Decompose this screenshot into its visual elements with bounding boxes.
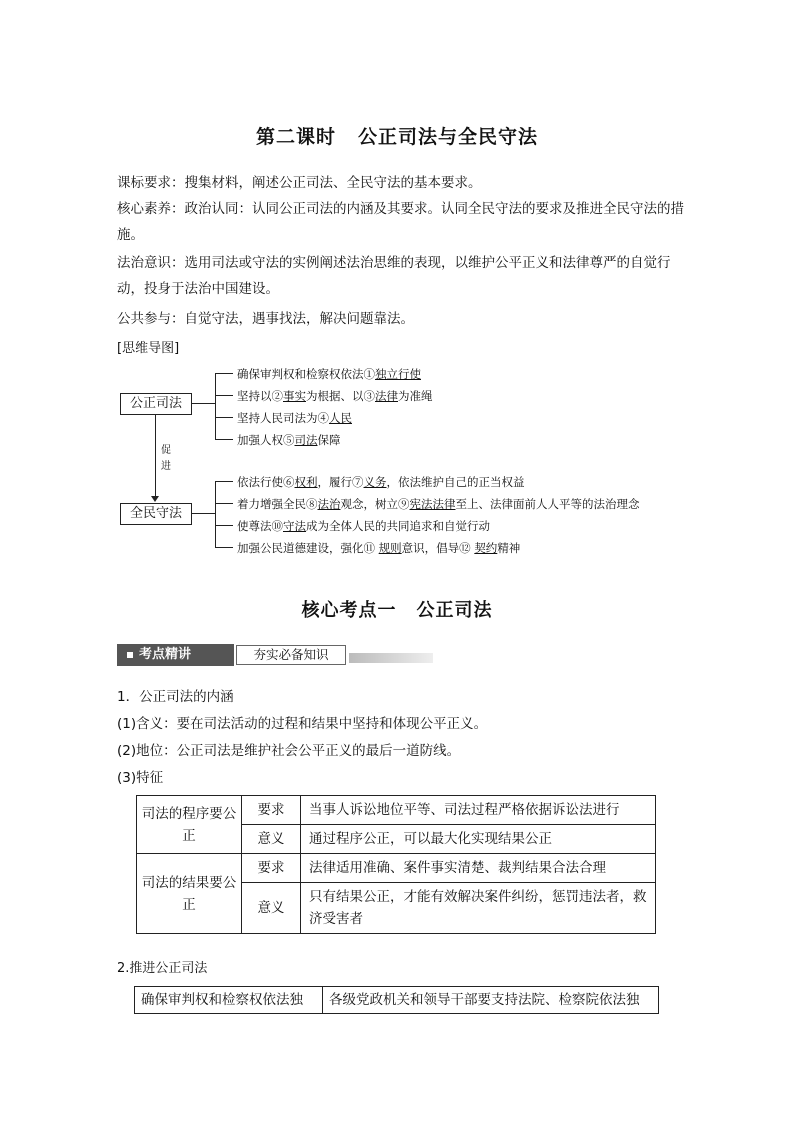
rule-of-law-text: 法治意识：选用司法或守法的实例阐述法治思维的表现，以维护公平正义和法律尊严的自觉行动，投身于法治中国建设。 <box>117 255 671 297</box>
group1-sig: 通过程序公正，可以最大化实现结果公正 <box>301 825 656 854</box>
features-table <box>136 795 656 934</box>
mindmap-label: [思维导图] <box>117 341 180 356</box>
table-row <box>135 987 659 1014</box>
mindmap-item-4: 加强人权⑤司法保障 <box>237 433 341 447</box>
group2-req: 法律适用准确、案件事实清楚、裁判结果合法合理 <box>301 854 656 883</box>
title-part1: 第二课时 <box>255 126 336 148</box>
connector-char-1: 促 <box>161 445 171 456</box>
banner-light-label: 夯实必备知识 <box>236 645 346 665</box>
banner-decoration <box>349 653 433 663</box>
meaning-text: (1)含义：要在司法活动的过程和结果中坚持和体现公平正义。 <box>117 716 488 732</box>
connector-char-2: 进 <box>161 461 171 472</box>
table-row <box>137 854 656 883</box>
group2-sig-label: 意义 <box>242 883 301 934</box>
group2-req-label: 要求 <box>242 854 301 883</box>
square-bullet-icon <box>127 652 133 658</box>
group1-req: 当事人诉讼地位平等、司法过程严格依据诉讼法进行 <box>301 796 656 825</box>
section-title: 核心考点一 公正司法 <box>301 600 493 621</box>
mindmap-item-1: 确保审判权和检察权依法①独立行使 <box>237 367 421 381</box>
table-row <box>137 796 656 825</box>
group1-sig-label: 意义 <box>242 825 301 854</box>
promote-table <box>134 986 659 1014</box>
participation-text: 公共参与：自觉守法，遇事找法，解决问题靠法。 <box>117 311 414 327</box>
banner-dark-label: 考点精讲 <box>117 644 234 666</box>
title-part2: 公正司法与全民守法 <box>358 126 539 148</box>
mindmap-item-5: 依法行使⑥权利，履行⑦义务，依法维护自己的正当权益 <box>237 475 525 489</box>
group1-req-label: 要求 <box>242 796 301 825</box>
promote-row1-left: 确保审判权和检察权依法独 <box>135 987 323 1014</box>
mindmap-item-3: 坚持人民司法为④人民 <box>237 411 352 425</box>
mindmap-item-8: 加强公民道德建设，强化⑪ 规则意识，倡导⑫ 契约精神 <box>237 541 521 555</box>
connector-arrow-icon <box>151 496 159 502</box>
features-heading: (3)特征 <box>117 770 164 786</box>
mindmap-item-6: 着力增强全民⑧法治观念，树立⑨宪法法律至上、法律面前人人平等的法治理念 <box>237 497 640 511</box>
heading-connotation: 1．公正司法的内涵 <box>117 689 234 705</box>
group1-name: 司法的程序要公正 <box>137 796 242 854</box>
mindmap-item-2: 坚持以②事实为根据、以③法律为准绳 <box>237 389 433 403</box>
mindmap-item-7: 使尊法⑩守法成为全体人民的共同追求和自觉行动 <box>237 519 490 533</box>
connector-line <box>155 415 156 497</box>
mindmap-node-fair-justice: 公正司法 <box>120 393 192 415</box>
promote-heading: 2.推进公正司法 <box>117 961 208 976</box>
group2-sig: 只有结果公正，才能有效解决案件纠纷，惩罚违法者，救济受害者 <box>301 883 656 934</box>
page-title <box>0 122 794 149</box>
standard-text: 课标要求：搜集材料，阐述公正司法、全民守法的基本要求。 <box>117 175 482 191</box>
mindmap-node-law-abiding: 全民守法 <box>120 503 192 525</box>
status-text: (2)地位：公正司法是维护社会公平正义的最后一道防线。 <box>117 743 461 759</box>
core-literacy-text: 核心素养：政治认同：认同公正司法的内涵及其要求。认同全民守法的要求及推进全民守法的措施。 <box>117 201 684 243</box>
group2-name: 司法的结果要公正 <box>137 854 242 934</box>
promote-row1-right: 各级党政机关和领导干部要支持法院、检察院依法独 <box>323 987 659 1014</box>
